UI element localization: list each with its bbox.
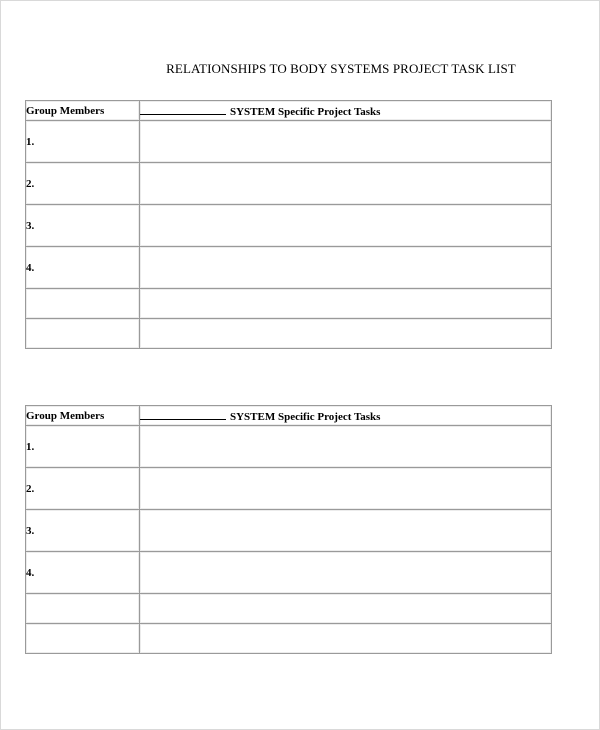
task-cell: [140, 163, 552, 205]
tasks-header: [140, 101, 552, 121]
task-table-2: [25, 405, 552, 654]
system-name-blank: [140, 103, 226, 115]
task-cell: [140, 552, 552, 594]
table-row: [26, 163, 552, 205]
tasks-header-label: SYSTEM Specific Project Tasks: [230, 106, 381, 118]
member-cell: [26, 289, 140, 319]
task-cell: [140, 510, 552, 552]
task-cell: [140, 289, 552, 319]
table-row: [26, 594, 552, 624]
table-row: [26, 205, 552, 247]
task-cell: [140, 247, 552, 289]
member-cell: 4.: [26, 552, 140, 594]
member-cell: 4.: [26, 247, 140, 289]
task-cell: [140, 319, 552, 349]
group-members-header: Group Members: [26, 406, 140, 426]
tasks-header-label: SYSTEM Specific Project Tasks: [230, 411, 381, 423]
task-cell: [140, 426, 552, 468]
member-cell: [26, 594, 140, 624]
table-row: [26, 247, 552, 289]
member-cell: 2.: [26, 163, 140, 205]
table-row: [26, 319, 552, 349]
table-row: [26, 121, 552, 163]
table-header-row: [26, 406, 552, 426]
task-cell: [140, 594, 552, 624]
member-cell: [26, 624, 140, 654]
system-name-blank: [140, 408, 226, 420]
member-cell: 1.: [26, 426, 140, 468]
task-table-1: [25, 100, 552, 349]
table-row: [26, 510, 552, 552]
table-row: [26, 624, 552, 654]
member-cell: 3.: [26, 510, 140, 552]
task-cell: [140, 121, 552, 163]
member-cell: 2.: [26, 468, 140, 510]
page-title: RELATIONSHIPS TO BODY SYSTEMS PROJECT TASK LIST: [166, 61, 516, 76]
member-cell: 3.: [26, 205, 140, 247]
member-cell: [26, 319, 140, 349]
task-cell: [140, 468, 552, 510]
task-cell: [140, 624, 552, 654]
table-row: [26, 468, 552, 510]
tasks-header: [140, 406, 552, 426]
table-row: [26, 552, 552, 594]
table-header-row: [26, 101, 552, 121]
task-cell: [140, 205, 552, 247]
member-cell: 1.: [26, 121, 140, 163]
table-row: [26, 289, 552, 319]
table-row: [26, 426, 552, 468]
group-members-header: Group Members: [26, 101, 140, 121]
